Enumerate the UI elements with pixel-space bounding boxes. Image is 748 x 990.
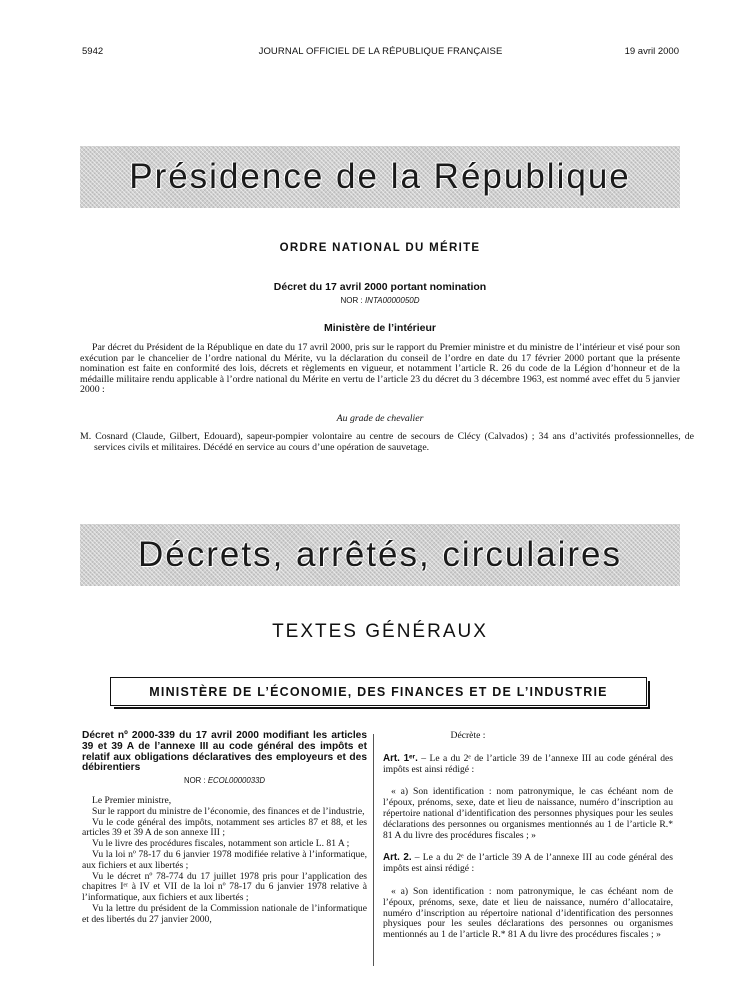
section-banner-presidence: [80, 146, 680, 208]
preamble-paragraph: Vu le code général des impôts, notamment ses articles 87 et 88, et les articles 39 et 39 A de son annexe III ;: [82, 816, 367, 839]
grade-heading: Au grade de chevalier: [336, 413, 424, 424]
article-2-text: – Le a du 2ᵉ de l’article 39 A de l’annexe III au code général des impôts est ainsi rédigé :: [383, 852, 674, 875]
article-1-quote: « a) Son identification : nom patronymique, le cas échéant nom de l’époux, prénoms, sexe, date et lieu de naissance, numéro d’inscription au répertoire national d’identification des personnes physiques pour les seules déclarations des personnes ou organismes mentionnés au 1 de l’article R.* 81 A du livre des procédures fiscales ; »: [383, 786, 673, 841]
ordre-heading: ORDRE NATIONAL DU MÉRITE: [279, 242, 481, 254]
ministry-heading: Ministère de l’intérieur: [323, 322, 437, 334]
banner-title: Présidence de la République: [129, 157, 631, 196]
preamble-paragraph: Vu le décret nº 78-774 du 17 juillet 1978 pris pour l’application des chapitres Iᵉʳ à IV et VII de la loi nº 78-17 du 6 janvier 1978 relative à l’informatique, aux fichiers et aux libertés ;: [82, 870, 367, 904]
textes-generaux-heading: TEXTES GÉNÉRAUX: [272, 621, 488, 642]
page-header: [82, 46, 679, 60]
article-1: [383, 754, 673, 776]
decree-title: Décret du 17 avril 2000 portant nomination: [273, 281, 487, 293]
ministry-box-title: MINISTÈRE DE L’ÉCONOMIE, DES FINANCES ET DE L’INDUSTRIE: [149, 684, 608, 699]
decree-339-nor: [82, 776, 367, 787]
article-2-label: Art. 2.: [383, 852, 412, 864]
left-column: [82, 731, 367, 926]
section-banner-decrets: [80, 524, 680, 586]
nominee-entry: M. Cosnard (Claude, Gilbert, Edouard), sapeur-pompier volontaire au centre de secours de Clécy (Calvados) ; 34 ans d’activités professionnelles, de services civils et militaires. Décédé en service au cours d’une opération de sauvetage.: [80, 431, 694, 453]
nor-code: INTA0000050D: [364, 296, 420, 305]
column-divider: [373, 734, 374, 966]
decree-body: Par décret du Président de la République en date du 17 avril 2000, pris sur le rapport du Premier ministre et du ministre de l’intérieur et visé pour son exécution par le chancelier de l’ordre national du Mérite, vu la déclaration du conseil de l’ordre en date du 17 février 2000 portant que la présente nomination est faite en conformité des lois, décrets et règlements en vigueur, et notamment l’article R. 26 du code de la Légion d’honneur et de la médaille militaire rendu applicable à l’ordre national du Mérite en vertu de l’article 23 du décret du 3 décembre 1963, est nommé avec effet du 5 janvier 2000 :: [80, 342, 680, 396]
decrete-heading: Décrète :: [450, 730, 486, 741]
preamble-paragraph: Vu la loi nº 78-17 du 6 janvier 1978 modifiée relative à l’informatique, aux fichiers et aux libertés ;: [82, 848, 367, 871]
issue-date: 19 avril 2000: [624, 46, 679, 57]
nor-code: ECOL0000033D: [207, 776, 266, 786]
article-1-text: – Le a du 2ᵉ de l’article 39 de l’annexe III au code général des impôts est ainsi rédigé :: [383, 752, 673, 775]
journal-title: JOURNAL OFFICIEL DE LA RÉPUBLIQUE FRANÇAISE: [258, 46, 503, 57]
article-2: [383, 853, 673, 875]
banner-title: Décrets, arrêtés, circulaires: [138, 535, 622, 574]
nor-label: NOR :: [183, 776, 206, 786]
decree-339-title: Décret nº 2000-339 du 17 avril 2000 modifiant les articles 39 et 39 A de l’annexe III au code général des impôts et relatif aux obligations déclaratives des employeurs et des débirentiers: [82, 730, 367, 774]
ministry-box: [110, 677, 647, 706]
article-2-quote: « a) Son identification : nom patronymique, le cas échéant nom de l’époux, prénoms, sexe, date et lieu de naissance, numéro d’allocataire, numéro d’inscription au répertoire national d’identification des personnes physiques pour les seules déclarations des personnes ou organismes mentionnés au 1 de l’article R.* 81 A du livre des procédures fiscales ; »: [383, 885, 673, 941]
preamble-paragraph: Vu le livre des procédures fiscales, notamment son article L. 81 A ;: [92, 838, 350, 850]
preamble-paragraph: Vu la lettre du président de la Commission nationale de l’informatique et des libertés du 27 janvier 2000,: [82, 902, 367, 925]
right-column: [383, 731, 673, 953]
article-1-label: Art. 1ᵉʳ.: [383, 752, 418, 764]
nor-reference: [80, 296, 680, 305]
page-number: 5942: [82, 46, 104, 57]
preamble-paragraph: Sur le rapport du ministre de l’économie, des finances et de l’industrie,: [92, 805, 365, 817]
nor-label: NOR :: [340, 296, 363, 305]
preamble-paragraph: Le Premier ministre,: [92, 794, 172, 806]
